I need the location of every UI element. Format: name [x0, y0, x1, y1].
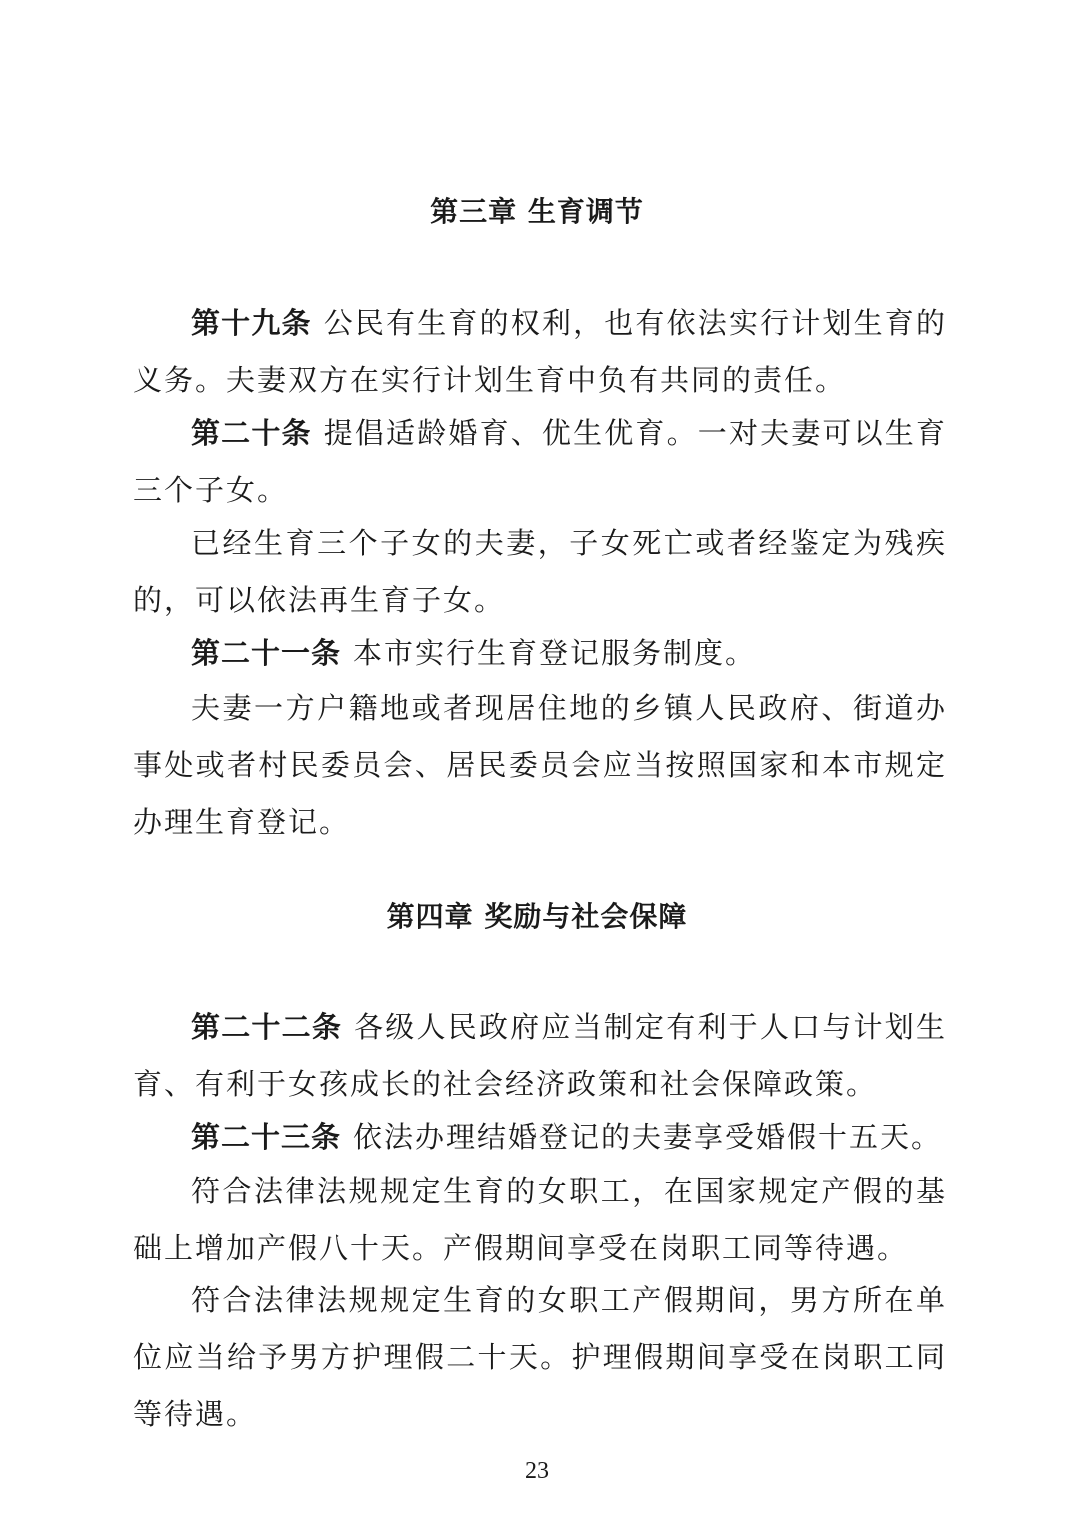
article-19-label: 第十九条: [191, 306, 312, 340]
article-20-paragraph-2: 已经生育三个子女的夫妻，子女死亡或者经鉴定为残疾的，可以依法再生育子女。: [133, 526, 947, 617]
article-22-label: 第二十二条: [191, 1010, 343, 1044]
article-21-paragraph-2: 夫妻一方户籍地或者现居住地的乡镇人民政府、街道办事处或者村民委员会、居民委员会应当按照国家和本市规定办理生育登记。: [133, 691, 947, 839]
article-20: [133, 405, 947, 519]
chapter-4-title: 第四章 奖励与社会保障: [386, 900, 688, 933]
article-20-label: 第二十条: [191, 416, 312, 450]
article-20-text: 提倡适龄婚育、优生优育。一对夫妻可以生育三个子女。: [133, 416, 947, 507]
article-23-paragraph-2: 符合法律法规规定生育的女职工，在国家规定产假的基础上增加产假八十天。产假期间享受在岗职工同等待遇。: [133, 1174, 947, 1265]
article-22-text: 各级人民政府应当制定有利于人口与计划生育、有利于女孩成长的社会经济政策和社会保障政策。: [133, 1010, 947, 1101]
article-21-text: 本市实行生育登记服务制度。: [353, 636, 757, 670]
article-23-label: 第二十三条: [191, 1120, 342, 1154]
article-23-paragraph-3: 符合法律法规规定生育的女职工产假期间，男方所在单位应当给予男方护理假二十天。护理假期间享受在岗职工同等待遇。: [133, 1283, 947, 1431]
chapter-3-title: 第三章 生育调节: [430, 195, 644, 228]
article-21-label: 第二十一条: [191, 636, 342, 670]
article-23: [133, 1109, 947, 1166]
article-22: [133, 999, 947, 1113]
article-19-text: 公民有生育的权利，也有依法实行计划生育的义务。夫妻双方在实行计划生育中负有共同的责任。: [133, 306, 947, 397]
article-19: [133, 295, 947, 409]
article-23-text: 依法办理结婚登记的夫妻享受婚假十五天。: [353, 1120, 943, 1154]
page-number: 23: [525, 1458, 549, 1484]
article-21: [133, 625, 947, 682]
